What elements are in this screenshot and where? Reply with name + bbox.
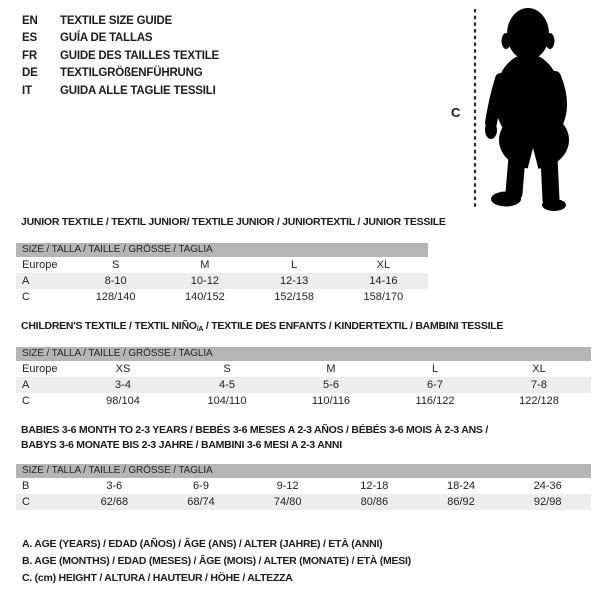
- junior-table-title: JUNIOR TEXTILE / TEXTIL JUNIOR/ TEXTILE JUNIOR / JUNIORTEXTIL / JUNIOR TESSILE: [21, 216, 446, 228]
- lang-label: GUÍA DE TALLAS: [60, 32, 153, 45]
- size-cell: 104/110: [207, 395, 247, 407]
- lang-row-fr: [22, 47, 219, 65]
- footnote-c: C. (cm) HEIGHT / ALTURA / HAUTEUR / HÖHE / ALTEZZA: [22, 572, 293, 585]
- size-cell: 6-9: [193, 480, 209, 492]
- size-cell: XL: [376, 259, 391, 271]
- junior-size-table: [16, 243, 428, 305]
- size-cell: 12-13: [280, 275, 309, 287]
- size-cell: 152/158: [274, 291, 314, 303]
- lang-row-en: [22, 12, 219, 30]
- children-title-post: / TEXTILE DES ENFANTS / KINDERTEXTIL / BAMBINI TESSILE: [203, 320, 504, 332]
- size-cell: L: [431, 363, 439, 375]
- children-size-table: [16, 347, 591, 409]
- size-header-bar: SIZE / TALLA / TAILLE / GRÖSSE / TAGLIA: [16, 347, 591, 361]
- height-label-c: C: [451, 105, 461, 120]
- size-cell: 4-5: [219, 379, 235, 391]
- size-header-bar: SIZE / TALLA / TAILLE / GRÖSSE / TAGLIA: [16, 243, 428, 257]
- language-title-list: [22, 12, 219, 100]
- size-cell: 128/140: [95, 291, 136, 303]
- babies-title-line1: BABIES 3-6 MONTH TO 2-3 YEARS / BEBÉS 3-6 MESES A 2-3 AÑOS / BÉBÉS 3-6 MOIS À 2-3 ANS /: [21, 424, 489, 436]
- row-label: A: [22, 275, 30, 287]
- size-cell: 18-24: [446, 480, 476, 492]
- size-cell: 116/122: [415, 395, 455, 407]
- lang-label: GUIDE DES TAILLES TEXTILE: [60, 49, 219, 62]
- size-cell: 5-6: [323, 379, 339, 391]
- size-cell: 9-12: [276, 480, 299, 492]
- size-cell: 74/80: [273, 496, 302, 508]
- row-label: A: [22, 379, 30, 391]
- size-cell: M: [326, 363, 336, 375]
- table-row-europe: [16, 361, 591, 377]
- table-row-height: [16, 494, 591, 510]
- size-cell: 68/74: [187, 496, 215, 508]
- size-cell: XL: [532, 363, 546, 375]
- size-cell: 6-7: [427, 379, 443, 391]
- babies-table-title: [21, 423, 488, 453]
- table-row-age: [16, 377, 591, 393]
- table-row-europe: [16, 257, 428, 273]
- size-cell: 122/128: [519, 395, 559, 407]
- children-title-sub: /A: [196, 326, 204, 333]
- size-header-bar: SIZE / TALLA / TAILLE / GRÖSSE / TAGLIA: [16, 464, 591, 478]
- size-cell: 8-10: [104, 275, 127, 287]
- size-cell: L: [291, 259, 298, 271]
- size-cell: 158/170: [363, 291, 404, 303]
- row-label: Europe: [22, 363, 58, 375]
- row-label: C: [22, 291, 30, 303]
- size-cell: 3-6: [106, 480, 123, 492]
- size-cell: 62/68: [100, 496, 129, 508]
- footnote-a: A. AGE (YEARS) / EDAD (AÑOS) / ÂGE (ANS) / ALTER (JAHRE) / ETÀ (ANNI): [22, 538, 383, 550]
- lang-code: IT: [22, 84, 32, 97]
- lang-code: FR: [22, 49, 37, 62]
- lang-row-es: [22, 30, 219, 48]
- lang-row-de: [22, 65, 219, 83]
- table-row-height: [16, 393, 591, 409]
- row-label: B: [22, 480, 30, 492]
- size-cell: S: [223, 363, 231, 375]
- table-row-age-months: [16, 478, 591, 494]
- babies-size-table: [16, 464, 591, 510]
- lang-label: TEXTILE SIZE GUIDE: [60, 14, 173, 27]
- size-cell: 12-18: [360, 480, 389, 492]
- lang-code: ES: [22, 32, 37, 45]
- size-cell: 7-8: [531, 379, 547, 391]
- size-cell: 80/86: [360, 496, 389, 508]
- size-cell: M: [200, 259, 210, 271]
- size-cell: 98/104: [106, 395, 140, 407]
- table-row-height: [16, 289, 428, 305]
- children-title-pre: CHILDREN'S TEXTILE / TEXTIL NIÑO: [21, 320, 197, 332]
- lang-code: DE: [22, 67, 38, 80]
- row-label: Europe: [22, 259, 58, 271]
- size-cell: 10-12: [190, 275, 219, 287]
- lang-code: EN: [22, 14, 38, 27]
- footnote-b: B. AGE (MONTHS) / EDAD (MESES) / ÂGE (MOIS) / ALTER (MONATE) / ETÀ (MESI): [22, 555, 411, 568]
- size-cell: 92/98: [533, 496, 562, 508]
- size-cell: 86/92: [447, 496, 475, 508]
- size-cell: XS: [115, 363, 131, 375]
- row-label: C: [22, 496, 30, 508]
- footnotes: [22, 536, 411, 588]
- size-cell: 24-36: [533, 480, 562, 492]
- children-table-title: [21, 319, 503, 337]
- size-cell: 14-16: [369, 275, 398, 287]
- babies-title-line2: BABYS 3-6 MONATE BIS 2-3 JAHRE / BAMBINI 3-6 MESI A 2-3 ANNI: [21, 439, 342, 451]
- lang-label: TEXTILGRÖßENFÜHRUNG: [60, 67, 203, 80]
- height-measure-figure: [440, 5, 600, 215]
- table-row-age: [16, 273, 428, 289]
- size-cell: S: [111, 259, 120, 271]
- row-label: C: [22, 395, 30, 407]
- size-cell: 110/116: [311, 395, 351, 407]
- baby-silhouette-graphic: [440, 5, 600, 215]
- lang-row-it: [22, 82, 219, 100]
- standing-toddler-silhouette: [485, 8, 569, 211]
- size-cell: 3-4: [115, 379, 131, 391]
- lang-label: GUIDA ALLE TAGLIE TESSILI: [60, 84, 216, 97]
- size-cell: 140/152: [184, 291, 225, 303]
